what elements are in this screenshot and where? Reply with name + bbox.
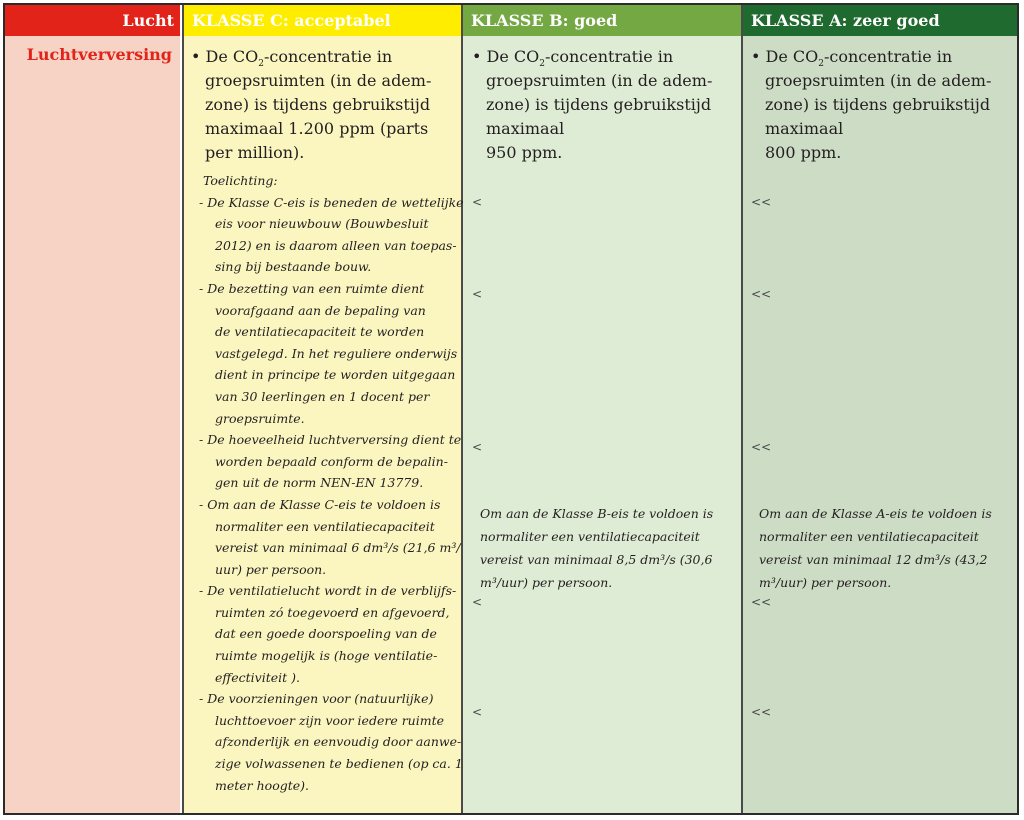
- requirements-table: [3, 3, 1019, 815]
- klasse-a-marker: <<: [751, 705, 772, 719]
- klasse-a-marker: <<: [751, 195, 772, 209]
- label-column: [5, 5, 180, 813]
- klasse-a-marker: <<: [751, 595, 772, 609]
- toelichting-title: Toelichting:: [203, 173, 278, 188]
- header-klasse-c: KLASSE C: acceptabel: [182, 5, 461, 36]
- klasse-b-marker: <: [472, 595, 483, 609]
- klasse-a-marker: <<: [751, 287, 772, 301]
- toelichting-item-1: - De Klasse C-eis is beneden de wettelijke eis voor nieuwbouw (Bouwbesluit 2012) en is daarom alleen van toepas- sing bij bestaande bouw.: [199, 194, 464, 275]
- klasse-b-marker: <: [472, 705, 483, 719]
- toelichting-item-6: - De voorzieningen voor (natuurlijke) luchttoevoer zijn voor iedere ruimte afzonderlijk en eenvoudig door aanwe- zige volwassenen te bedienen (op ca. 1 meter hoogte).: [199, 691, 463, 793]
- klasse-b-requirement: • De $CO_2$-concentratie in groepsruimten (in de adem- zone) is tijdens gebruikstijd maximaal 950 ppm.: [472, 47, 713, 162]
- header-lucht: Lucht: [5, 5, 180, 36]
- klasse-b-note: Om aan de Klasse B-eis te voldoen is normaliter een ventilatiecapaciteit vereist van minimaal 8,5 dm³/s (30,6 m³/uur) per persoon.: [480, 506, 714, 590]
- klasse-c-toelichting: [199, 170, 464, 796]
- toelichting-item-2: - De bezetting van een ruimte dient voorafgaand aan de bepaling van de ventilatiecapaciteit te worden vastgelegd. In het reguliere onderwijs dient in principe te worden uitgegaan van 30 leerlingen en 1 docent per groepsruimte.: [199, 280, 458, 426]
- klasse-a-requirement: • De $CO_2$-concentratie in groepsruimten (in de adem- zone) is tijdens gebruikstijd maximaal 800 ppm.: [751, 47, 992, 162]
- klasse-a-marker: <<: [751, 440, 772, 454]
- klasse-c-requirement: • De $CO_2$-concentratie in groepsruimten (in de adem- zone) is tijdens gebruikstijd maximaal 1.200 ppm (parts per million).: [191, 47, 432, 162]
- toelichting-item-4: - Om aan de Klasse C-eis te voldoen is normaliter een ventilatiecapaciteit vereist van minimaal 6 dm³/s (21,6 m³/ uur) per persoon.: [199, 496, 461, 577]
- klasse-a-note: Om aan de Klasse A-eis te voldoen is normaliter een ventilatiecapaciteit vereist van minimaal 12 dm³/s (43,2 m³/uur) per persoon.: [759, 506, 992, 590]
- toelichting-item-5: - De ventilatielucht wordt in de verblijfs- ruimten zó toegevoerd en afgevoerd, dat een goede doorspoeling van de ruimte mogelijk is (hoge ventilatie- effectiviteit ).: [199, 583, 457, 685]
- toelichting-item-3: - De hoeveelheid luchtverversing dient te worden bepaald conform de bepalin- gen uit de norm NEN-EN 13779.: [199, 432, 462, 491]
- header-klasse-a: KLASSE A: zeer goed: [741, 5, 1017, 36]
- klasse-b-marker: <: [472, 195, 483, 209]
- header-klasse-b: KLASSE B: goed: [461, 5, 741, 36]
- klasse-b-marker: <: [472, 287, 483, 301]
- row-label-luchtverversing: Luchtverversing: [26, 45, 172, 64]
- klasse-b-marker: <: [472, 440, 483, 454]
